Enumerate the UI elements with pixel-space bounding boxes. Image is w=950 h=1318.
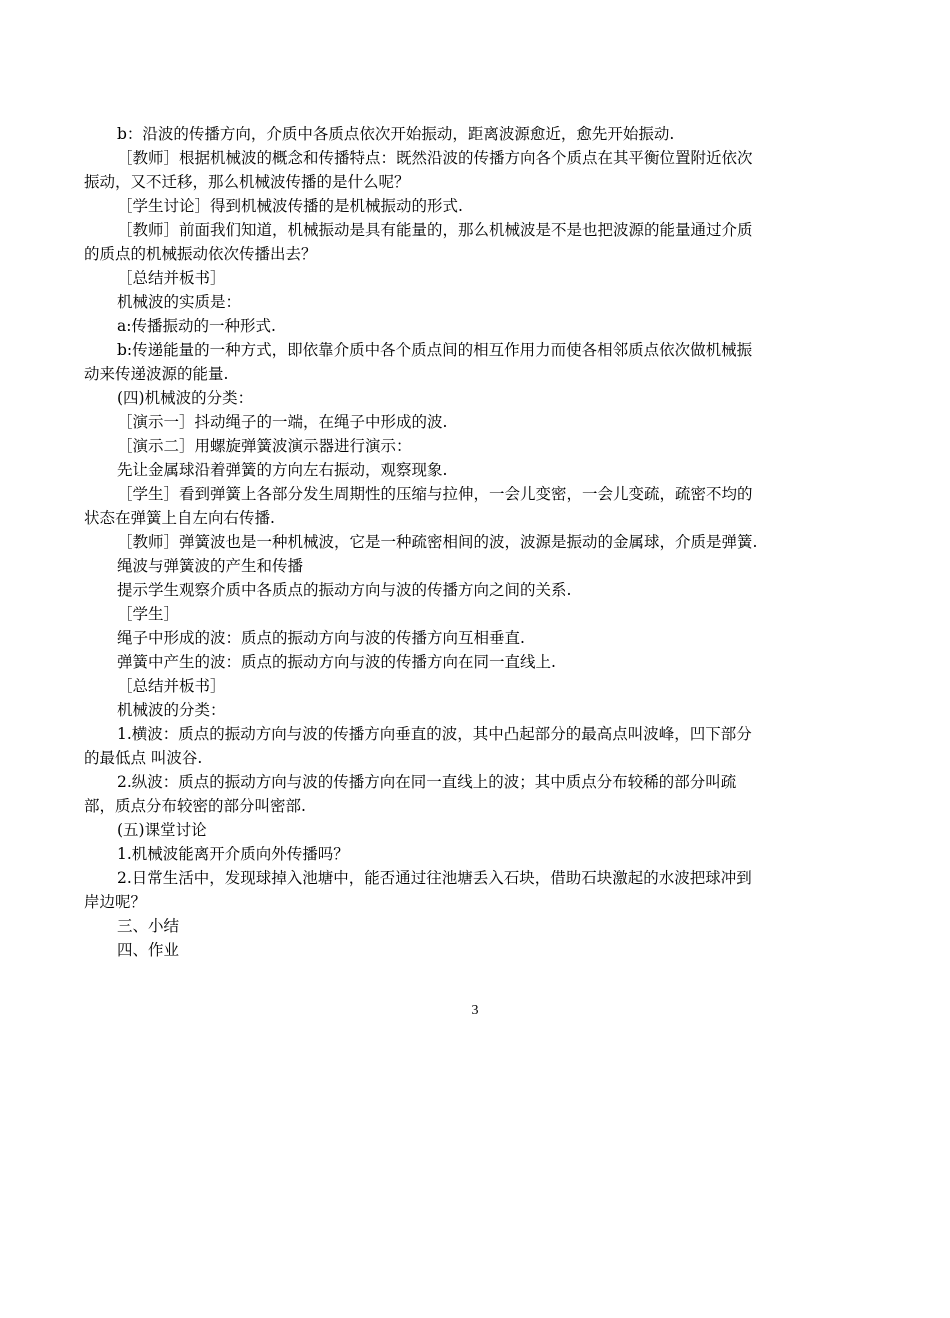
text-line: 部，质点分布较密的部分叫密部.	[84, 797, 306, 815]
section-heading: 四、作业	[117, 941, 180, 959]
text-line: ［教师］前面我们知道，机械振动是具有能量的，那么机械波是不是也把波源的能量通过介质	[117, 221, 753, 239]
text-line: ［演示二］用螺旋弹簧波演示器进行演示：	[117, 437, 412, 455]
page-number: 3	[471, 1003, 479, 1018]
text-line: 1.机械波能离开介质向外传播吗？	[117, 845, 349, 863]
text-line: a:传播振动的一种形式.	[117, 317, 276, 335]
text-line: 岸边呢？	[84, 893, 147, 911]
text-line: ［学生讨论］得到机械波传播的是机械振动的形式.	[117, 197, 463, 215]
text-line: 提示学生观察介质中各质点的振动方向与波的传播方向之间的关系.	[117, 581, 572, 599]
text-line: 2.日常生活中，发现球掉入池塘中，能否通过往池塘丢入石块，借助石块激起的水波把球冲到	[117, 869, 752, 887]
text-line: 机械波的分类：	[117, 701, 226, 719]
text-line: 先让金属球沿着弹簧的方向左右振动，观察现象.	[117, 461, 448, 479]
text-line: b：沿波的传播方向，介质中各质点依次开始振动，距离波源愈近，愈先开始振动.	[117, 125, 675, 143]
text-line: 机械波的实质是：	[117, 293, 242, 311]
text-line: 弹簧中产生的波：质点的振动方向与波的传播方向在同一直线上.	[117, 653, 556, 671]
text-line: 的质点的机械振动依次传播出去？	[84, 245, 317, 263]
text-line: ［教师］弹簧波也是一种机械波，它是一种疏密相间的波，波源是振动的金属球，介质是弹簧.	[117, 533, 758, 551]
text-line: 状态在弹簧上自左向右传播.	[84, 509, 275, 527]
text-line: ［教师］根据机械波的概念和传播特点：既然沿波的传播方向各个质点在其平衡位置附近依次	[117, 149, 753, 167]
text-line: b:传递能量的一种方式，即依靠介质中各个质点间的相互作用力而使各相邻质点依次做机械振	[117, 341, 753, 359]
text-line: 绳子中形成的波：质点的振动方向与波的传播方向互相垂直.	[117, 629, 525, 647]
text-line: ［演示一］抖动绳子的一端，在绳子中形成的波.	[117, 413, 448, 431]
text-line: ［总结并板书］	[117, 677, 226, 695]
text-line: ［学生］看到弹簧上各部分发生周期性的压缩与拉伸，一会儿变密，一会儿变疏，疏密不均的	[117, 485, 753, 503]
text-line: ［总结并板书］	[117, 269, 226, 287]
section-heading: (四)机械波的分类：	[117, 389, 254, 407]
section-heading: (五)课堂讨论	[117, 821, 207, 839]
text-line: 的最低点 叫波谷.	[84, 749, 203, 767]
text-line: 2.纵波：质点的振动方向与波的传播方向在同一直线上的波；其中质点分布较稀的部分叫疏	[117, 773, 737, 791]
text-line: 振动，又不迁移，那么机械波传播的是什么呢？	[84, 173, 410, 191]
text-line: ［学生］	[117, 605, 180, 623]
body-text	[84, 122, 864, 962]
text-line: 1.横波：质点的振动方向与波的传播方向垂直的波，其中凸起部分的最高点叫波峰，凹下部分	[117, 725, 752, 743]
text-line: 动来传递波源的能量.	[84, 365, 229, 383]
section-heading: 三、小结	[117, 917, 180, 935]
text-line: 绳波与弹簧波的产生和传播	[117, 557, 304, 575]
